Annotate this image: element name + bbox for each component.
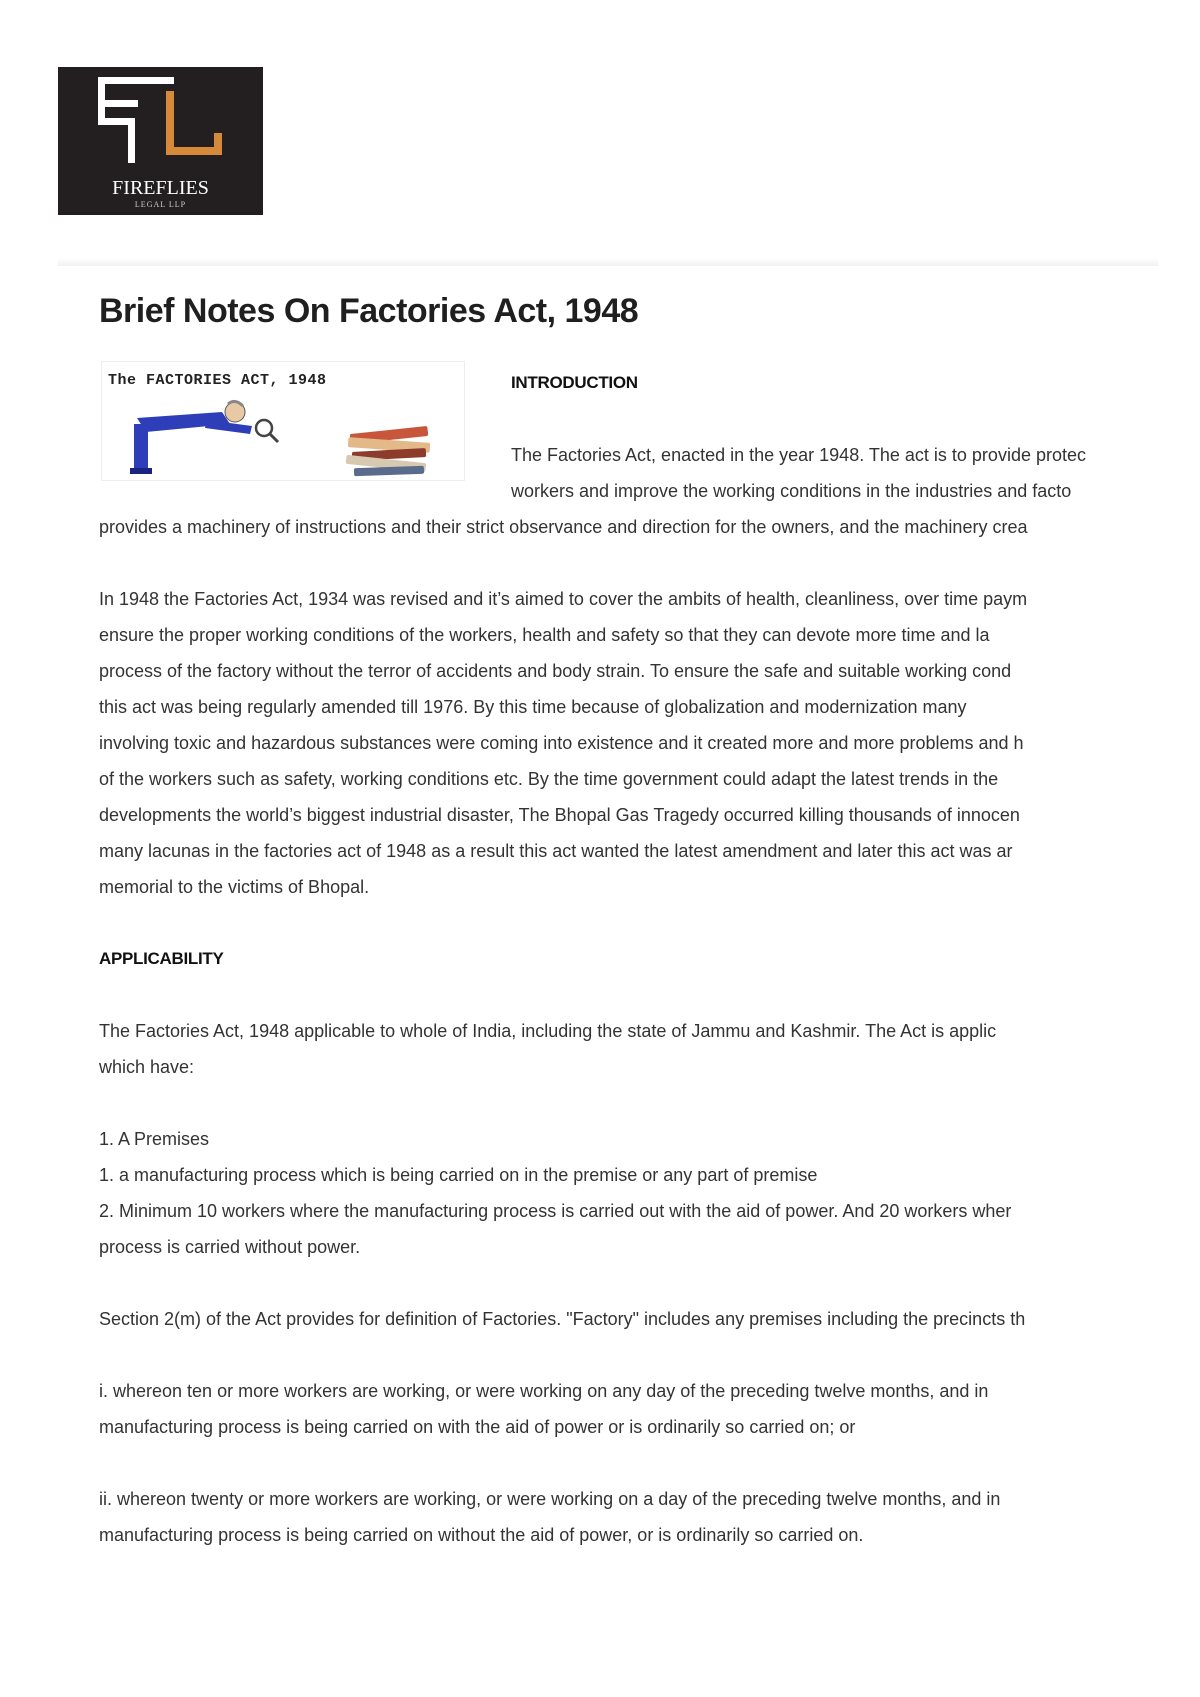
intro-heading: INTRODUCTION	[511, 373, 638, 392]
clause-line: manufacturing process is being carried on without the aid of power, or is ordinarily so carried on.	[99, 1525, 864, 1545]
body-line: which have:	[99, 1057, 195, 1077]
body-line: In 1948 the Factories Act, 1934 was revised and it’s aimed to cover the ambits of health, cleanliness, over time paym	[99, 589, 1028, 609]
article-body	[99, 0, 1158, 1697]
clause-line: ii. whereon twenty or more workers are working, or were working on a day of the preceding twelve months, and in	[99, 1489, 1001, 1509]
body-line: involving toxic and hazardous substances were coming into existence and it created more and more problems and h	[99, 733, 1024, 753]
intro-line: provides a machinery of instructions and their strict observance and direction for the owners, and the machinery crea	[99, 517, 1028, 537]
logo-brand-text: FIREFLIES	[112, 177, 209, 199]
intro-line: The Factories Act, enacted in the year 1948. The act is to provide protec	[511, 445, 1086, 465]
body-line: memorial to the victims of Bhopal.	[99, 877, 370, 897]
body-line: process of the factory without the terror of accidents and body strain. To ensure the safe and suitable working cond	[99, 661, 1012, 681]
list-item: 1. A Premises	[99, 1129, 210, 1149]
body-line: developments the world’s biggest industrial disaster, The Bhopal Gas Tragedy occurred killing thousands of innocen	[99, 805, 1020, 825]
body-line: The Factories Act, 1948 applicable to whole of India, including the state of Jammu and Kashmir. The Act is applic	[99, 1021, 997, 1041]
applicability-heading: APPLICABILITY	[99, 949, 224, 968]
page-title: Brief Notes On Factories Act, 1948	[99, 292, 639, 330]
body-line: of the workers such as safety, working conditions etc. By the time government could adapt the latest trends in the	[99, 769, 999, 789]
intro-line: workers and improve the working conditions in the industries and facto	[511, 481, 1072, 501]
clause-line: i. whereon ten or more workers are working, or were working on any day of the preceding twelve months, and in	[99, 1381, 989, 1401]
list-item: process is carried without power.	[99, 1237, 361, 1257]
list-item: 2. Minimum 10 workers where the manufacturing process is carried out with the aid of power. And 20 workers wher	[99, 1201, 1012, 1221]
section-definition: Section 2(m) of the Act provides for definition of Factories. "Factory" includes any premises including the precincts th	[99, 1309, 1026, 1329]
logo-sub-text: LEGAL LLP	[134, 200, 187, 209]
hero-image-caption: The FACTORIES ACT, 1948	[108, 372, 327, 389]
body-line: this act was being regularly amended till 1976. By this time because of globalization and modernization many	[99, 697, 967, 717]
body-line: many lacunas in the factories act of 1948 as a result this act wanted the latest amendment and later this act was ar	[99, 841, 1013, 861]
list-item: 1. a manufacturing process which is being carried on in the premise or any part of premise	[99, 1165, 818, 1185]
body-line: ensure the proper working conditions of the workers, health and safety so that they can devote more time and la	[99, 625, 990, 645]
clause-line: manufacturing process is being carried on with the aid of power or is ordinarily so carried on; or	[99, 1417, 856, 1437]
